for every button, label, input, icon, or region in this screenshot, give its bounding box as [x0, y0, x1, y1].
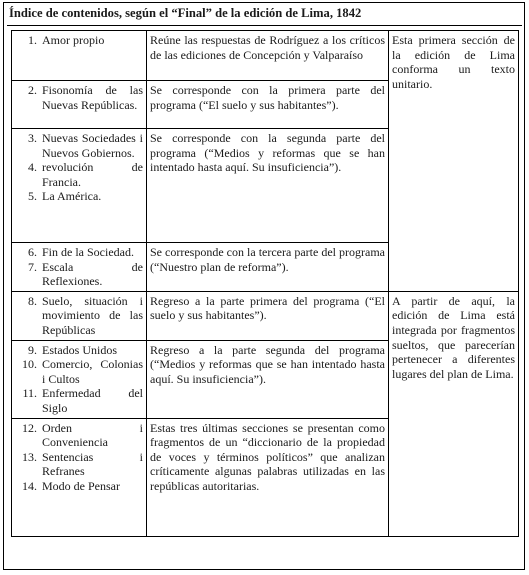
description-cell: Se corresponde con la segunda parte del programa (“Medios y reformas que se han intentado hasta aquí. Su insuficiencia”).	[147, 129, 389, 243]
edition-note-cell: Esta primera sección de la edición de Lima conforma un texto unitario.	[389, 31, 519, 292]
section-list	[15, 83, 143, 112]
section-number: 10.	[22, 357, 37, 372]
section-list	[15, 343, 143, 416]
list-item	[15, 160, 143, 189]
section-number: 6.	[28, 245, 37, 259]
table-row	[12, 291, 519, 340]
section-title: Orden i Conveniencia	[42, 420, 143, 450]
sections-cell	[12, 243, 147, 292]
section-title: Fisonomía de las Nuevas Repúblicas.	[42, 83, 143, 112]
list-item	[15, 294, 143, 338]
section-number: 1.	[28, 33, 37, 47]
section-list	[15, 33, 143, 48]
section-number: 7.	[28, 259, 37, 274]
section-title: Estados Unidos	[42, 342, 117, 357]
list-item	[15, 421, 143, 450]
section-title: Amor propio	[42, 33, 105, 47]
list-item	[15, 33, 143, 48]
edition-note-cell: A partir de aquí, la edición de Lima está integrada por fragmentos sueltos, que parecerían pertenecer a diferentes lugares del plan de Lima.	[389, 291, 519, 536]
list-item	[15, 479, 143, 494]
list-item	[15, 83, 143, 112]
section-list	[15, 421, 143, 494]
section-title: Enfermedad del Siglo	[42, 386, 143, 415]
description-cell: Reúne las respuestas de Rodríguez a los críticos de las ediciones de Concepción y Valparaíso	[147, 31, 389, 81]
section-title: revolución de Francia.	[42, 160, 143, 189]
description-cell: Regreso a la parte segunda del programa (“Medios y reformas que se han intentado hasta aquí. Su insuficiencia”).	[147, 340, 389, 418]
list-item	[15, 245, 143, 260]
section-title: Nuevas Sociedades i Nuevos Gobiernos.	[42, 131, 143, 160]
list-item	[15, 357, 143, 386]
list-item	[15, 343, 143, 358]
sections-cell	[12, 31, 147, 81]
description-cell: Estas tres últimas secciones se presentan como fragmentos de un “diccionario de la propiedad de voces y términos políticos” que analizan críticamente algunas palabras utilizadas en las repúblicas autoritarias.	[147, 418, 389, 536]
section-number: 11.	[22, 386, 37, 401]
table-title: Índice de contenidos, según el “Final” de la edición de Lima, 1842	[7, 2, 522, 26]
section-number: 9.	[28, 342, 37, 357]
sections-cell	[12, 291, 147, 340]
list-item	[15, 131, 143, 160]
section-number: 5.	[28, 189, 37, 204]
section-title: Escala de Reflexiones.	[42, 259, 143, 289]
section-list	[15, 131, 143, 204]
section-title: La América.	[42, 189, 102, 204]
list-item	[15, 386, 143, 415]
section-number: 8.	[28, 293, 37, 308]
sections-cell	[12, 340, 147, 418]
section-list	[15, 245, 143, 289]
section-number: 13.	[22, 449, 37, 464]
section-title: Sentencias i Refranes	[42, 449, 143, 479]
description-cell: Regreso a la parte primera del programa (“El suelo y sus habitantes”).	[147, 291, 389, 340]
contents-table	[11, 30, 519, 537]
sections-cell	[12, 81, 147, 129]
sections-cell	[12, 418, 147, 536]
description-cell: Se corresponde con la primera parte del programa (“El suelo y sus habitantes”).	[147, 81, 389, 129]
description-cell: Se corresponde con la tercera parte del programa (“Nuestro plan de reforma”).	[147, 243, 389, 292]
section-title: Comercio, Colonias i Cultos	[42, 357, 143, 386]
sections-cell	[12, 129, 147, 243]
contents-table-body	[12, 31, 519, 537]
list-item	[15, 260, 143, 289]
section-number: 12.	[22, 420, 37, 435]
list-item	[15, 189, 143, 204]
section-number: 3.	[28, 131, 37, 145]
section-number: 14.	[22, 478, 37, 493]
section-number: 4.	[28, 160, 37, 175]
section-title: Suelo, situación i movimiento de las Repúblicas	[42, 293, 143, 337]
section-title: Fin de la Sociedad.	[42, 245, 134, 259]
section-title: Modo de Pensar	[42, 478, 120, 493]
section-list	[15, 294, 143, 338]
list-item	[15, 450, 143, 479]
table-row	[12, 31, 519, 81]
section-number: 2.	[28, 83, 37, 97]
